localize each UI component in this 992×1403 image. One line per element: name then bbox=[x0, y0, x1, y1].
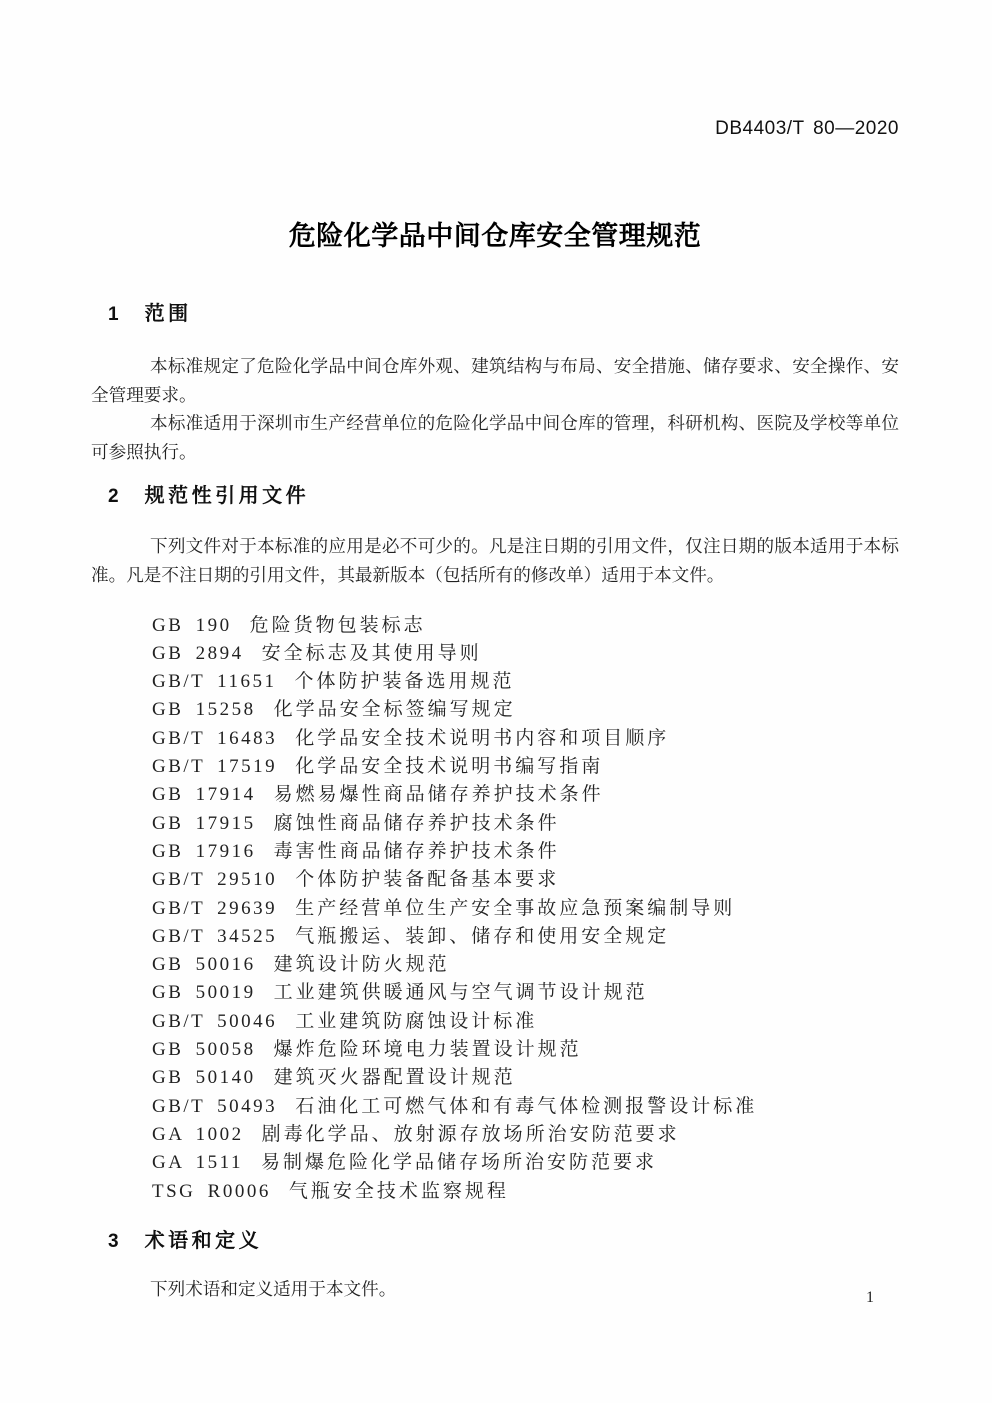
reference-title: 爆炸危险环境电力装置设计规范 bbox=[273, 1039, 582, 1061]
reference-code: GB 15258 bbox=[152, 699, 256, 721]
reference-item bbox=[152, 1149, 899, 1177]
page-number: 1 bbox=[866, 1289, 874, 1306]
section-2-intro bbox=[91, 532, 899, 589]
section-3-number: 3 bbox=[108, 1230, 119, 1252]
reference-code: GB 17915 bbox=[152, 812, 256, 834]
reference-title: 易制爆危险化学品储存场所治安防范要求 bbox=[260, 1152, 657, 1174]
paragraph: 下列术语和定义适用于本文件。 bbox=[150, 1278, 397, 1299]
reference-item bbox=[152, 1178, 899, 1206]
reference-title: 易燃易爆性商品储存养护技术条件 bbox=[273, 784, 604, 806]
reference-title: 腐蚀性商品储存养护技术条件 bbox=[273, 812, 560, 834]
reference-item bbox=[152, 1036, 899, 1064]
reference-item bbox=[152, 753, 899, 781]
reference-code: GB/T 29510 bbox=[152, 869, 278, 891]
reference-code: GB/T 50046 bbox=[152, 1010, 278, 1032]
section-scope bbox=[91, 300, 899, 466]
reference-code: GB/T 29639 bbox=[152, 897, 278, 919]
paragraph: 本标准规定了危险化学品中间仓库外观、建筑结构与布局、安全措施、储存要求、安全操作、安全管理要求。 bbox=[91, 356, 899, 405]
section-1-heading bbox=[91, 300, 899, 329]
reference-title: 工业建筑供暖通风与空气调节设计规范 bbox=[273, 982, 648, 1004]
reference-code: GB 50058 bbox=[152, 1039, 256, 1061]
reference-item bbox=[152, 1064, 899, 1092]
reference-title: 建筑灭火器配置设计规范 bbox=[273, 1067, 516, 1089]
reference-item bbox=[152, 640, 899, 668]
reference-title: 气瓶安全技术监察规程 bbox=[288, 1180, 509, 1202]
section-2-heading bbox=[91, 482, 899, 511]
reference-title: 个体防护装备选用规范 bbox=[294, 671, 515, 693]
reference-title: 化学品安全标签编写规定 bbox=[273, 699, 516, 721]
reference-code: GB 50016 bbox=[152, 954, 256, 976]
reference-item bbox=[152, 725, 899, 753]
reference-title: 建筑设计防火规范 bbox=[273, 954, 450, 976]
reference-item bbox=[152, 668, 899, 696]
reference-code: GB/T 50493 bbox=[152, 1095, 278, 1117]
reference-item bbox=[152, 866, 899, 894]
section-2-label: 规范性引用文件 bbox=[144, 485, 310, 508]
references-list bbox=[91, 612, 899, 1206]
reference-code: GB/T 11651 bbox=[152, 671, 277, 693]
reference-code: GB 17916 bbox=[152, 840, 256, 862]
reference-code: GB 50140 bbox=[152, 1067, 256, 1089]
section-2-number: 2 bbox=[108, 486, 119, 508]
paragraph: 本标准适用于深圳市生产经营单位的危险化学品中间仓库的管理，科研机构、医院及学校等单位可参照执行。 bbox=[91, 413, 899, 462]
reference-code: GB 2894 bbox=[152, 642, 244, 664]
reference-title: 生产经营单位生产安全事故应急预案编制导则 bbox=[295, 897, 736, 919]
reference-code: GA 1511 bbox=[152, 1152, 243, 1174]
reference-code: GB/T 17519 bbox=[152, 756, 278, 778]
reference-item bbox=[152, 923, 899, 951]
reference-item bbox=[152, 895, 899, 923]
reference-title: 危险货物包装标志 bbox=[249, 614, 426, 636]
reference-item bbox=[152, 1008, 899, 1036]
reference-title: 化学品安全技术说明书内容和项目顺序 bbox=[295, 727, 670, 749]
standard-code: DB4403/T 80—2020 bbox=[715, 118, 899, 139]
reference-item bbox=[152, 1121, 899, 1149]
reference-item bbox=[152, 781, 899, 809]
reference-item bbox=[152, 1093, 899, 1121]
section-3-paragraphs bbox=[91, 1275, 899, 1304]
reference-item bbox=[152, 810, 899, 838]
reference-code: GB 190 bbox=[152, 614, 232, 636]
document-title: 危险化学品中间仓库安全管理规范 bbox=[288, 221, 702, 251]
reference-code: GB 17914 bbox=[152, 784, 256, 806]
reference-code: GB/T 16483 bbox=[152, 727, 278, 749]
page-content bbox=[0, 118, 992, 1303]
reference-title: 气瓶搬运、装卸、储存和使用安全规定 bbox=[295, 925, 670, 947]
reference-title: 安全标志及其使用导则 bbox=[261, 642, 482, 664]
reference-title: 化学品安全技术说明书编写指南 bbox=[295, 756, 604, 778]
section-3-label: 术语和定义 bbox=[144, 1229, 263, 1252]
reference-title: 毒害性商品储存养护技术条件 bbox=[273, 840, 560, 862]
section-normative-references bbox=[91, 482, 899, 1205]
reference-item bbox=[152, 951, 899, 979]
reference-item bbox=[152, 612, 899, 640]
reference-title: 工业建筑防腐蚀设计标准 bbox=[295, 1010, 538, 1032]
reference-title: 个体防护装备配备基本要求 bbox=[295, 869, 560, 891]
reference-item bbox=[152, 696, 899, 724]
reference-item bbox=[152, 838, 899, 866]
section-terms-definitions bbox=[91, 1227, 899, 1304]
reference-code: TSG R0006 bbox=[152, 1180, 271, 1202]
reference-code: GA 1002 bbox=[152, 1123, 244, 1145]
reference-title: 石油化工可燃气体和有毒气体检测报警设计标准 bbox=[295, 1095, 758, 1117]
reference-title: 剧毒化学品、放射源存放场所治安防范要求 bbox=[261, 1123, 680, 1145]
reference-code: GB 50019 bbox=[152, 982, 256, 1004]
section-1-paragraphs bbox=[91, 352, 899, 466]
section-1-number: 1 bbox=[108, 304, 119, 325]
paragraph: 下列文件对于本标准的应用是必不可少的。凡是注日期的引用文件，仅注日期的版本适用于本标准。凡是不注日期的引用文件，其最新版本（包括所有的修改单）适用于本文件。 bbox=[91, 536, 899, 585]
section-1-label: 范围 bbox=[144, 303, 192, 325]
reference-code: GB/T 34525 bbox=[152, 925, 278, 947]
reference-item bbox=[152, 979, 899, 1007]
section-3-heading bbox=[91, 1227, 899, 1256]
